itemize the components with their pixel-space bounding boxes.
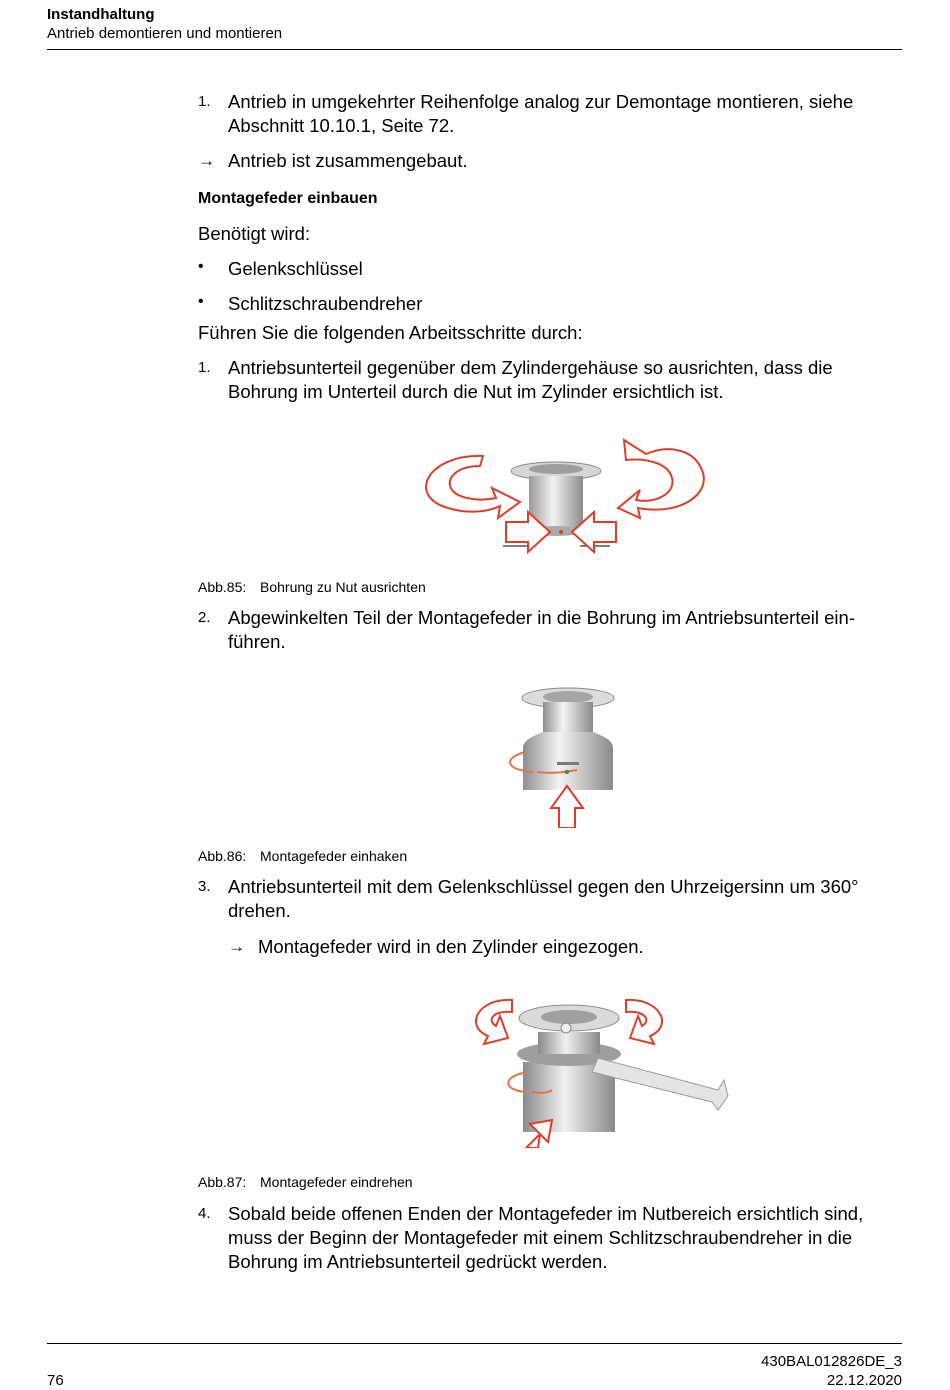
step-1 xyxy=(198,356,903,404)
figure-caption xyxy=(198,1174,413,1190)
steps-intro: Führen Sie die folgenden Arbeitsschritte durch: xyxy=(198,322,583,343)
tool-label: Schlitzschraubendreher xyxy=(228,293,423,314)
tool-label: Gelenkschlüssel xyxy=(228,258,363,279)
step-number: 1. xyxy=(198,359,211,376)
result-arrow: → xyxy=(228,937,245,956)
figure-86-image xyxy=(503,686,628,828)
needed-intro: Benötigt wird: xyxy=(198,223,311,244)
document-id: 430BAL012826DE_3 xyxy=(761,1353,902,1370)
step-text: Sobald beide offenen Enden der Montagefeder im Nutbereich ersichtlich sind, muss der Beginn der Montagefeder mit einem Schlitzschraubendreher in die Bohrung im Antriebsunterteil gedrückt werden. xyxy=(228,1203,864,1272)
figure-label: Abb.87: xyxy=(198,1174,247,1190)
step-3 xyxy=(198,875,903,923)
figure-caption-text: Montagefeder einhaken xyxy=(260,848,408,864)
document-date: 22.12.2020 xyxy=(826,1372,902,1389)
result-text: Antrieb ist zusammengebaut. xyxy=(228,150,468,171)
footer-divider xyxy=(47,1343,902,1344)
step-text: Antrieb in umgekehrter Reihenfolge analog zur Demontage montieren, siehe Abschnitt 10.10.1, Seite 72. xyxy=(228,91,854,136)
figure-caption xyxy=(198,579,426,595)
result-text: Montagefeder wird in den Zylinder eingezogen. xyxy=(258,936,644,957)
section-heading: Montagefeder einbauen xyxy=(198,190,378,207)
figure-label: Abb.86: xyxy=(198,848,247,864)
rotate-arrow-icon xyxy=(426,456,520,518)
page-number: 76 xyxy=(47,1372,64,1389)
step-number: 4. xyxy=(198,1205,211,1222)
cylinder-body xyxy=(523,732,613,790)
figure-caption-text: Montagefeder eindrehen xyxy=(260,1174,413,1190)
figure-caption xyxy=(198,848,407,864)
result-arrow: → xyxy=(198,151,215,170)
result-spring-drawn-in xyxy=(228,935,903,959)
header-subsection-title: Antrieb demontieren und montieren xyxy=(47,25,283,42)
step-text: Antriebsunterteil gegenüber dem Zylindergehäuse so ausrichten, dass die Bohrung im Unterteil durch die Nut im Zylinder ersichtlich ist. xyxy=(228,357,833,402)
header-section-title: Instandhaltung xyxy=(47,6,155,23)
step-number: 1. xyxy=(198,93,211,110)
tool-item xyxy=(198,257,903,281)
bullet-dot: • xyxy=(198,258,204,275)
figure-87-image xyxy=(468,992,730,1148)
rotate-arrow-icon xyxy=(626,1000,662,1044)
step-4 xyxy=(198,1202,903,1274)
push-arrow-icon xyxy=(551,786,583,828)
figure-85-image xyxy=(408,436,718,558)
figure-label: Abb.85: xyxy=(198,579,247,595)
step-text: Antriebsunterteil mit dem Gelenkschlüssel gegen den Uhrzeigersinn um 360° drehen. xyxy=(228,876,859,921)
rotate-arrow-icon xyxy=(476,1000,512,1044)
header-divider xyxy=(47,49,902,50)
step-number: 3. xyxy=(198,878,211,895)
result-assembled xyxy=(198,149,903,173)
rotate-arrow-icon xyxy=(618,440,704,518)
step-text: Abgewinkelten Teil der Montagefeder in die Bohrung im Antriebsunterteil ein-führen. xyxy=(228,607,855,652)
step-reassemble xyxy=(198,90,903,138)
footer-doc-info xyxy=(761,1352,902,1390)
push-arrow-icon xyxy=(526,1120,552,1148)
figure-caption-text: Bohrung zu Nut ausrichten xyxy=(260,579,426,595)
step-2 xyxy=(198,606,903,654)
bullet-dot: • xyxy=(198,293,204,310)
step-number: 2. xyxy=(198,609,211,626)
tool-item xyxy=(198,292,903,316)
page-header xyxy=(47,6,282,43)
